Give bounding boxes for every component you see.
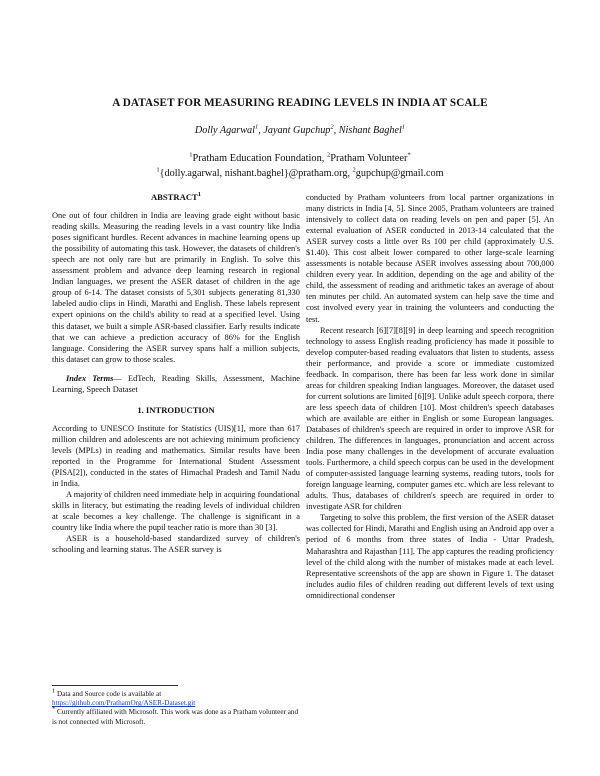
footnote-mark: * — [52, 706, 56, 714]
paragraph: Targeting to solve this problem, the first version of the ASER dataset was collected for Hindi, Marathi and English using an Android app over a period of 6 months from three states of India - Uttar Pradesh, Maharashtra and Rajasthan [11]. The app captures the reading proficiency level of the child along with the number of mistakes made at each level. Representative screenshots of the app are shown in Figure 1. The dataset includes audio files of children reading out different levels of text using omnidirectional condenser — [306, 513, 554, 600]
abstract-heading-text: ABSTRACT — [150, 192, 198, 202]
index-terms-text: — EdTech, Reading Skills, Assessment, Machine Learning, Speech Dataset — [52, 373, 300, 394]
email-2[interactable]: gupchup@gmail.com — [355, 168, 444, 179]
footnote-1 — [52, 687, 300, 699]
footnotes — [52, 687, 300, 727]
affiliation-1: Pratham Education Foundation, — [192, 153, 327, 164]
affiliation-2: Pratham Volunteer — [330, 153, 408, 164]
affiliation-footnote-mark: * — [407, 151, 411, 159]
author-affiliation-mark: 2 — [330, 123, 334, 131]
paragraph: conducted by Pratham volunteers from local partner organizations in many districts in India [4, 5]. Since 2005, Pratham volunteers are trained intensively to collect data on reading levels on pen and paper [5]. An external evaluation of ASER conducted in 2013-14 calculated that the ASER survey costs a little over Rs 100 per child (approximately U.S. $1.40). This cost albeit lower compared to other large-scale learning assessments is notable because ASER involves assessing about 700,000 children every year. In addition, depending on the age and ability of the child, the assessment of reading and arithmetic takes an average of about ten minutes per child. An automated system can help save the time and cost involved every year in training the volunteers and conducting the test. — [306, 193, 554, 324]
affiliation-mark: 2 — [326, 151, 331, 159]
email-1[interactable]: {dolly.agarwal, nishant.baghel}@pratham.org, — [159, 168, 353, 179]
footnote-mark: 1 — [52, 687, 56, 695]
author-affiliation-mark: 1 — [401, 123, 406, 131]
email-mark: 2 — [352, 166, 356, 174]
paragraph: A majority of children need immediate help in acquiring foundational skills in literacy, but estimating the reading levels of individual children at scale becomes a key challenge. The challenge is significant in a country like India where the pupil teacher ratio is more than 30 [3]. — [52, 490, 300, 533]
footnote-text: Currently affiliated with Microsoft. This work was done as a Pratham volunteer and is not connected with Microsoft. — [52, 708, 299, 726]
affiliations — [0, 153, 600, 164]
author-name: Dolly Agarwal — [194, 125, 255, 136]
abstract-text: One out of four children in India are leaving grade eight without basic reading skills. Measuring the reading levels in a vast country like India poses significant hurdles. Recent advances in machine learning opens up the possibility of automating this task. However, the datasets of children's speech are not only rare but are primarily in English. To solve this assessment problem and advance deep learning research in regional Indian languages, we present the ASER dataset of children in the age group of 6-14. The dataset consists of 5,301 subjects generating 81,330 labeled audio clips in Hindi, Marathi and English. These labels represent expert opinions on the child's ability to read at a specified level. Using this dataset, we built a simple ASR-based classifier. Early results indicate that we can achieve a prediction accuracy of 86% for the English language. Considering the ASER survey spans half a million subjects, this dataset can grow to those scales. — [52, 211, 300, 364]
paragraph: ASER is a household-based standardized survey of children's schooling and learning status. The ASER survey is — [52, 534, 300, 555]
author-affiliation-mark: 1 — [254, 123, 259, 131]
author-list: Dolly Agarwal$^1$, Jayant Gupchup$^2$, Nishant Baghel$^1$ — [194, 123, 406, 136]
paragraph: According to UNESCO Institute for Statistics (UIS)[1], more than 617 million children and adolescents are not achieving minimum proficiency levels (MPLs) in reading and mathematics. Similar results have been reported in the Programme for International Student Assessment (PISA[2]), conducted in the states of Himachal Pradesh and Tamil Nadu in India. — [52, 423, 300, 489]
author-name: Jayant Gupchup — [263, 125, 331, 136]
dataset-link[interactable]: https://github.com/PrathamOrg/ASER-Dataset.git — [52, 699, 196, 708]
index-terms — [52, 373, 300, 395]
paragraph: Recent research [6][7][8][9] in deep learning and speech recognition technology to assess English reading proficiency has made it possible to develop computer-based reading evaluators that listen to students, assess their performance, and provide a score or immediate customized feedback. In comparison, there has been far less work done in similar areas for children speaking Indian languages. Moreover, the dataset used for current solutions are limited [6][9]. Unlike adult speech corpora, there are less speech data of children [10]. Most children's speech databases which are available are either in English or some European languages. Databases of children's speech are required in order to improve ASR for children. The differences in languages, pronunciation and accent across India pose many challenges in the development of accurate evaluation tools. Furthermore, a child speech corpus can be used in the development of computer-assisted language learning systems, reading tutors, tools for foreign language learning, computer games etc. which are less relevant to adults. Thus, databases of children's speech are required in order to investigate ASR for children — [306, 325, 554, 512]
abstract-footnote-mark: 1 — [197, 191, 202, 199]
abstract-heading — [52, 192, 300, 203]
email-mark: 1 — [156, 166, 160, 174]
section-heading-introduction: 1. INTRODUCTION — [137, 404, 215, 415]
footnote-text: Data and Source code is available at — [55, 690, 162, 698]
affiliation-mark: 1 — [189, 151, 193, 159]
index-terms-label: Index Terms — [66, 373, 114, 383]
paper-title: A DATASET FOR MEASURING READING LEVELS IN INDIA AT SCALE — [112, 97, 488, 109]
author-name: Nishant Baghel — [338, 125, 402, 136]
right-column — [306, 192, 554, 601]
author-emails — [0, 168, 600, 179]
footnote-2 — [52, 708, 300, 726]
left-column — [52, 192, 300, 555]
footnote-divider — [52, 685, 178, 686]
